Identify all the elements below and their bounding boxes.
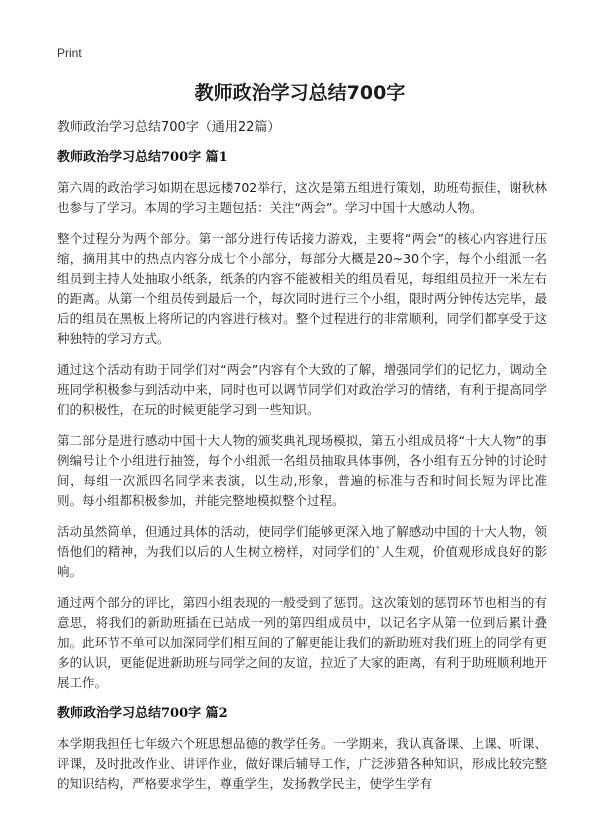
print-link[interactable]: Print bbox=[57, 46, 82, 60]
page-title: 教师政治学习总结700字 bbox=[194, 82, 406, 104]
section-heading: 教师政治学习总结700字 篇1 bbox=[57, 150, 228, 165]
paragraph: 活动虽然简单，但通过具体的活动，使同学们能够更深入地了解感动中国的十大人物，领悟他们的精神，为我们以后的人生树立榜样，对同学们的`人生观，价值观形成良好的影响。 bbox=[57, 524, 547, 579]
paragraph: 本学期我担任七年级六个班思想品德的教学任务。一学期来，我认真备课、上课、听课、评课，及时批改作业、讲评作业，做好课后辅导工作，广泛涉猎各种知识，形成比较完整的知识结构，严格要求学生，尊重学生，发扬教学民主，使学生学有 bbox=[57, 736, 547, 791]
paragraph: 第六周的政治学习如期在思远楼702举行，这次是第五组进行策划，助班苟振佳，谢秋林也参与了学习。本周的学习主题包括：关注“两会”。学习中国十大感动人物。 bbox=[57, 180, 547, 215]
document-subtitle: 教师政治学习总结700字（通用22篇） bbox=[57, 120, 281, 135]
section-2 bbox=[57, 704, 547, 794]
paragraph: 通过这个活动有助于同学们对“两会”内容有个大致的了解，增强同学们的记忆力，调动全班同学积极参与到活动中来，同时也可以调节同学们对政治学习的情绪，有利于提高同学们的积极性，在玩的时候更能学习到一些知识。 bbox=[57, 362, 547, 417]
document-body bbox=[57, 118, 547, 805]
paragraph: 整个过程分为两个部分。第一部分进行传话接力游戏，主要将“两会”的核心内容进行压缩，摘用其中的热点内容分成七个小部分，每部分大概是20~30个字，每个小组派一名组员到主持人处抽取小纸条，纸条的内容不能被相关的组员看见，每组组员拉开一米左右的距离。从第一个组员传到最后一个，每次同时进行三个小组，限时两分钟传达完毕，最后的组员在黑板上将所记的内容进行核对。整个过程进行的非常顺利，同学们都享受于这种独特的学习方式。 bbox=[57, 231, 547, 346]
section-heading: 教师政治学习总结700字 篇2 bbox=[57, 706, 228, 721]
paragraph: 通过两个部分的评比，第四小组表现的一般受到了惩罚。这次策划的惩罚环节也相当的有意思，将我们的新助班插在已站成一列的第四组成员中，以记名字从第一位到后累计叠加。此环节不单可以加深同学们相互间的了解更能让我们的新助班对我们班上的同学有更多的认识，更能促进新助班与同学之间的友谊，拉近了大家的距离，有利于助班顺利地开展工作。 bbox=[57, 595, 547, 690]
section-1 bbox=[57, 148, 547, 693]
paragraph: 第二部分是进行感动中国十大人物的颁奖典礼现场模拟，第五小组成员将“十大人物”的事例编号让个小组进行抽签，每个小组派一名组员抽取具体事例，各小组有五分钟的讨论时间，每组一次派四名同学来表演，以生动,形象，普遍的标准与否和时间长短为评比准则。每小组都积极参加，并能完整地模拟整个过程。 bbox=[57, 433, 547, 508]
